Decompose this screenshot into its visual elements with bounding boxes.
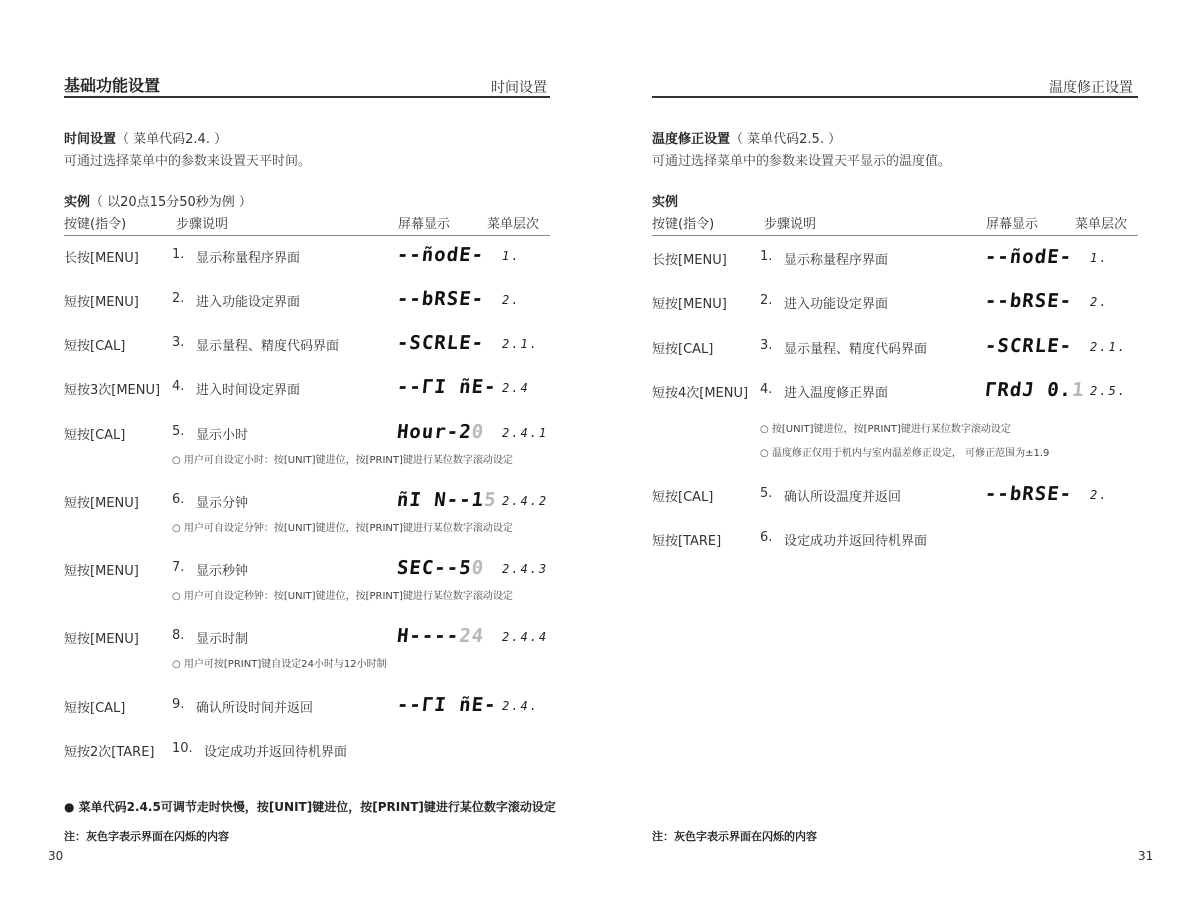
header-section-label: 温度修正设置 [1049, 80, 1133, 96]
row-num: 2. [172, 291, 185, 306]
lcd-display: ΓRdJ 0.1 [983, 379, 1086, 401]
example-title: 实例（ 以20点15分50秒为例 ） [64, 195, 252, 210]
row-num: 7. [172, 560, 185, 575]
table-header-rule [64, 235, 550, 236]
row-note: ○ 用户可自设定秒钟：按[UNIT]键进位，按[PRINT]键进行某位数字滚动设定 [172, 591, 513, 602]
menu-level: 2.5. [1090, 384, 1127, 398]
row-step: 设定成功并返回待机界面 [204, 745, 348, 760]
row-step: 显示称量程序界面 [196, 251, 301, 266]
section-description: 可通过选择菜单中的参数来设置天平显示的温度值。 [652, 154, 952, 169]
row-key: 短按[CAL] [652, 342, 714, 357]
footnote: 注：灰色字表示界面在闪烁的内容 [64, 830, 229, 843]
lcd-display: --bRSE- [395, 288, 486, 310]
row-num: 5. [760, 486, 773, 501]
bullet-note: ● 菜单代码2.4.5可调节走时快慢，按[UNIT]键进位，按[PRINT]键进行某位数字滚动设定 [64, 800, 556, 814]
col-screen: 屏幕显示 [398, 217, 451, 232]
row-key: 短按[MENU] [652, 297, 727, 312]
lcd-display: SEC--50 [395, 557, 486, 579]
row-key: 短按3次[MENU] [64, 383, 161, 398]
row-key: 短按[CAL] [64, 701, 126, 716]
menu-level: 1. [502, 249, 521, 263]
row-num: 10. [172, 741, 193, 756]
lcd-display: --ñodE- [395, 244, 486, 266]
header-section-label: 时间设置 [491, 80, 547, 96]
col-screen: 屏幕显示 [986, 217, 1039, 232]
menu-level: 2.4.4 [502, 630, 549, 644]
row-note: ○ 按[UNIT]键进位，按[PRINT]键进行某位数字滚动设定 [760, 424, 1011, 435]
row-key: 短按[MENU] [64, 496, 139, 511]
col-level: 菜单层次 [487, 217, 540, 232]
row-key: 长按[MENU] [64, 251, 139, 266]
page-number: 31 [1138, 849, 1154, 863]
row-key: 短按[TARE] [652, 534, 722, 549]
lcd-display: --bRSE- [983, 290, 1074, 312]
col-key: 按键(指令) [652, 217, 715, 232]
col-step: 步骤说明 [764, 217, 817, 232]
example-title: 实例 [652, 195, 679, 210]
row-step: 显示量程、精度代码界面 [784, 342, 928, 357]
col-step: 步骤说明 [176, 217, 229, 232]
lcd-display: -SCRLE- [983, 335, 1074, 357]
col-key: 按键(指令) [64, 217, 127, 232]
footnote: 注：灰色字表示界面在闪烁的内容 [652, 830, 817, 843]
row-num: 3. [172, 335, 185, 350]
row-num: 8. [172, 628, 185, 643]
page-number: 30 [48, 849, 64, 863]
row-step: 显示称量程序界面 [784, 253, 889, 268]
row-key: 长按[MENU] [652, 253, 727, 268]
section-description: 可通过选择菜单中的参数来设置天平时间。 [64, 154, 312, 169]
row-key: 短按[CAL] [652, 490, 714, 505]
lcd-display: Hour-20 [395, 421, 486, 443]
row-note: ○ 用户可自设定小时：按[UNIT]键进位，按[PRINT]键进行某位数字滚动设定 [172, 455, 513, 466]
lcd-display: -SCRLE- [395, 332, 486, 354]
menu-level: 2.4. [502, 699, 539, 713]
row-note: ○ 用户可按[PRINT]键自设定24小时与12小时制 [172, 659, 387, 670]
header-rule [652, 96, 1138, 98]
row-key: 短按[CAL] [64, 339, 126, 354]
section-title: 温度修正设置（ 菜单代码2.5. ） [652, 132, 842, 147]
row-step: 进入时间设定界面 [196, 383, 301, 398]
col-level: 菜单层次 [1075, 217, 1128, 232]
row-key: 短按[CAL] [64, 428, 126, 443]
row-note: ○ 温度修正仅用于机内与室内温差修正设定， 可修正范围为±1.9 [760, 448, 1050, 459]
row-key: 短按2次[TARE] [64, 745, 155, 760]
menu-level: 2. [502, 293, 521, 307]
lcd-display: ñI N--15 [395, 489, 498, 511]
menu-level: 2. [1090, 488, 1109, 502]
row-step: 显示分钟 [196, 496, 249, 511]
menu-level: 1. [1090, 251, 1109, 265]
row-step: 显示小时 [196, 428, 249, 443]
lcd-display: --ΓI ñE- [395, 376, 498, 398]
row-num: 6. [760, 530, 773, 545]
menu-level: 2.1. [1090, 340, 1127, 354]
row-key: 短按[MENU] [64, 295, 139, 310]
row-step: 设定成功并返回待机界面 [784, 534, 928, 549]
section-title: 时间设置（ 菜单代码2.4. ） [64, 132, 228, 147]
row-num: 4. [760, 382, 773, 397]
row-num: 6. [172, 492, 185, 507]
row-step: 进入温度修正界面 [784, 386, 889, 401]
menu-level: 2.4 [502, 381, 530, 395]
lcd-display: --ΓI ñE- [395, 694, 498, 716]
header-rule [64, 96, 550, 98]
page-title: 基础功能设置 [64, 76, 161, 95]
row-num: 9. [172, 697, 185, 712]
row-num: 1. [760, 249, 773, 264]
row-step: 显示秒钟 [196, 564, 249, 579]
menu-level: 2.4.1 [502, 426, 549, 440]
row-step: 确认所设时间并返回 [196, 701, 314, 716]
row-num: 5. [172, 424, 185, 439]
row-step: 显示量程、精度代码界面 [196, 339, 340, 354]
menu-level: 2.1. [502, 337, 539, 351]
row-step: 确认所设温度并返回 [784, 490, 902, 505]
menu-level: 2.4.3 [502, 562, 549, 576]
table-header-rule [652, 235, 1138, 236]
row-key: 短按4次[MENU] [652, 386, 749, 401]
menu-level: 2.4.2 [502, 494, 549, 508]
row-step: 进入功能设定界面 [196, 295, 301, 310]
row-num: 2. [760, 293, 773, 308]
row-key: 短按[MENU] [64, 564, 139, 579]
row-num: 1. [172, 247, 185, 262]
row-step: 显示时制 [196, 632, 249, 647]
lcd-display: --bRSE- [983, 483, 1074, 505]
row-note: ○ 用户可自设定分钟：按[UNIT]键进位，按[PRINT]键进行某位数字滚动设定 [172, 523, 513, 534]
lcd-display: H----24 [395, 625, 486, 647]
lcd-display: --ñodE- [983, 246, 1074, 268]
row-num: 3. [760, 338, 773, 353]
row-key: 短按[MENU] [64, 632, 139, 647]
menu-level: 2. [1090, 295, 1109, 309]
row-step: 进入功能设定界面 [784, 297, 889, 312]
row-num: 4. [172, 379, 185, 394]
